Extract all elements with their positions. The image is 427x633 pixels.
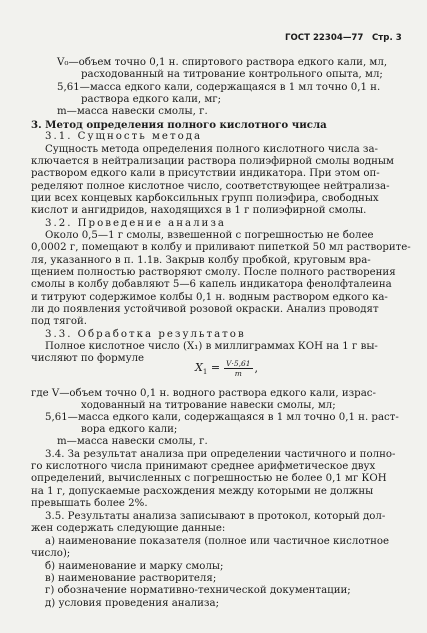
- text-line: расходованный на титрование контрольного опыта, мл;: [81, 69, 383, 80]
- text-line: 5,61—масса едкого кали, содержащаяся в 1 мл точно 0,1 н. раст-: [45, 412, 399, 423]
- text-line: Около 0,5—1 г смолы, взвешенной с погрешностью не более: [45, 230, 374, 241]
- text-line: Сущность метода определения полного кислотного числа за-: [45, 144, 378, 155]
- formula-numerator: V·5,61: [226, 359, 251, 368]
- text-line: ходованный на титрование навески смолы, мл;: [81, 400, 336, 411]
- formula-lhs: $X_1$ =: [195, 360, 221, 377]
- text-line: V₀—объем точно 0,1 н. спиртового раствора едкого кали, мл,: [57, 57, 388, 68]
- text-line: жен содержать следующие данные:: [31, 523, 226, 534]
- text-line: 5,61—масса едкого кали, содержащаяся в 1 мл точно 0,1 н.: [57, 82, 381, 93]
- list-item: б) наименование и марку смолы;: [45, 561, 224, 572]
- formula-fraction: [224, 359, 253, 378]
- list-item: число);: [31, 548, 71, 559]
- subsection-heading: 3.1. Сущность метода: [45, 131, 203, 142]
- text-line: на 1 г, допускаемые расхождения между которыми не должны: [31, 486, 374, 497]
- text-line: числяют по формуле: [31, 353, 145, 364]
- text-line: превышать более 2%.: [31, 498, 148, 509]
- section-heading: 3. Метод определения полного кислотного числа: [31, 119, 327, 131]
- text-line: вора едкого кали;: [81, 424, 178, 435]
- list-item: г) обозначение нормативно-технической документации;: [45, 585, 351, 596]
- text-line: смолы в колбу добавляют 5—6 капель индикатора фенолфталеина: [31, 279, 392, 290]
- text-line: Полное кислотное число (X₁) в миллиграммах КОН на 1 г вы-: [45, 341, 378, 352]
- text-line: 3.4. За результат анализа при определении частичного и полно-: [45, 449, 396, 460]
- text-line: ключается в нейтрализации раствора полиэфирной смолы водным: [31, 156, 394, 167]
- page-number: Стр. 3: [372, 33, 402, 43]
- list-item: а) наименование показателя (полное или частичное кислотное: [45, 536, 390, 547]
- text-line: и титруют содержимое колбы 0,1 н. водным раствором едкого ка-: [31, 292, 388, 303]
- list-item: в) наименование растворителя;: [45, 573, 217, 584]
- text-line: определений, вычисленных с погрешностью не более 0,1 мг КОН: [31, 473, 387, 484]
- text-line: раствора едкого кали, мг;: [81, 94, 222, 105]
- text-line: го кислотного числа принимают среднее арифметическое двух: [31, 461, 376, 472]
- formula-comma: ,: [254, 362, 259, 375]
- text-line: 0,0002 г, помещают в колбу и приливают пипеткой 50 мл растворите-: [31, 242, 411, 253]
- subsection-heading: 3.2. Проведение анализа: [45, 218, 226, 229]
- text-line: ля, указанного в п. 1.1в. Закрыв колбу пробкой, круговым вра-: [31, 255, 371, 266]
- subsection-heading: 3.3. Обработка результатов: [45, 329, 246, 340]
- text-line: m—масса навески смолы, г.: [57, 436, 208, 447]
- text-line: где V—объем точно 0,1 н. водного раствора едкого кали, израс-: [31, 388, 376, 399]
- text-line: под тягой.: [31, 316, 87, 327]
- text-line: 3.5. Результаты анализа записывают в протокол, который дол-: [45, 511, 386, 522]
- standard-number: ГОСТ 22304—77: [285, 33, 364, 43]
- list-item: д) условия проведения анализа;: [45, 598, 219, 609]
- formula-denominator: m: [234, 369, 242, 378]
- text-line: m—масса навески смолы, г.: [57, 106, 208, 117]
- text-line: раствором едкого кали в присутствии индикатора. При этом оп-: [31, 168, 380, 179]
- text-line: кислот и ангидридов, находящихся в 1 г полиэфирной смолы.: [31, 205, 367, 216]
- text-line: щением полностью растворяют смолу. После полного растворения: [31, 267, 396, 278]
- formula: [195, 359, 258, 378]
- text-line: ределяют полное кислотное число, соответствующее нейтрализа-: [31, 181, 390, 192]
- text-line: ли до появления устойчивой розовой окраски. Анализ проводят: [31, 304, 379, 315]
- text-line: ции всех концевых карбоксильных групп полиэфира, свободных: [31, 193, 379, 204]
